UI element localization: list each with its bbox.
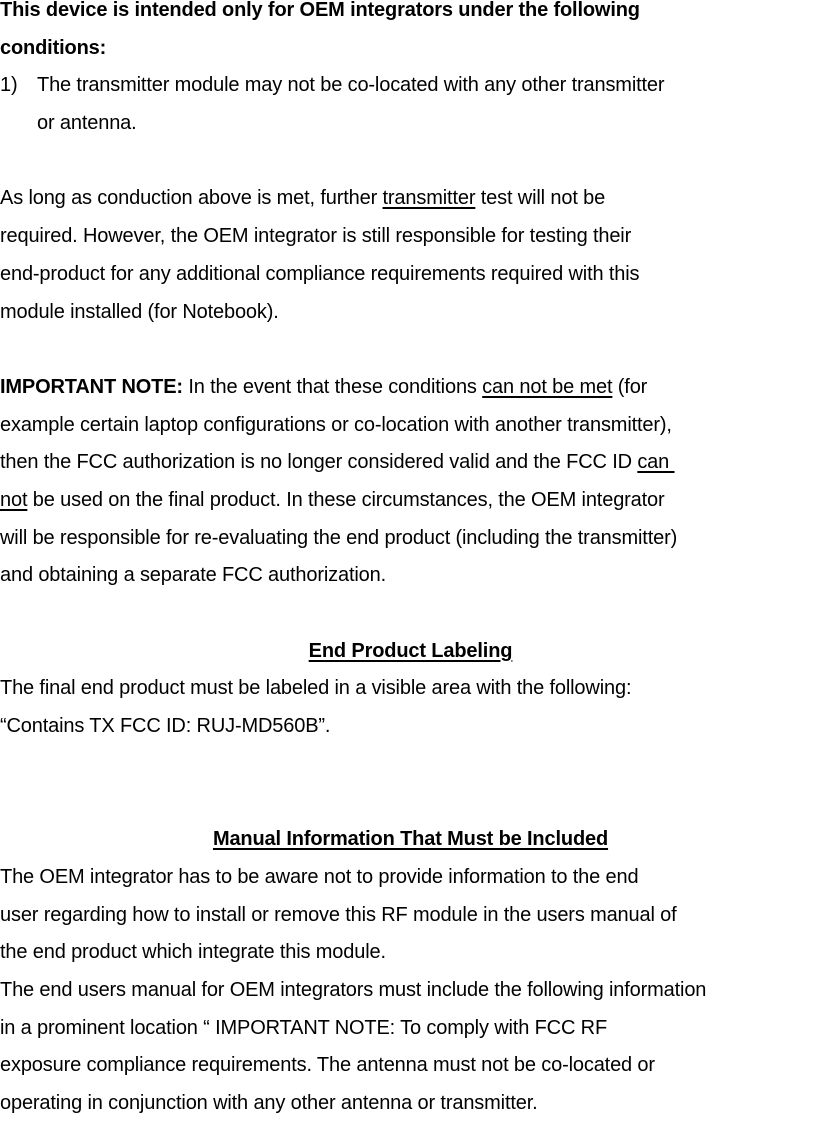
manual-info-line-1: The OEM integrator has to be aware not to provide information to the end — [0, 865, 639, 888]
spacer — [0, 595, 821, 633]
spacer — [0, 143, 821, 181]
spacer — [0, 331, 821, 369]
intro-heading-line-1: This device is intended only for OEM integrators under the following — [0, 0, 640, 21]
heading-text: End Product Labeling — [308, 639, 513, 662]
condition-text-line-2: or antenna. — [37, 112, 137, 135]
text-span: As long as conduction above is met, further — [0, 187, 383, 210]
conduction-paragraph-line-3: end-product for any additional compliance requirements required with this — [0, 262, 640, 285]
important-note-line-2: example certain laptop configurations or co-location with another transmitter), — [0, 413, 672, 436]
important-note-line-4 — [0, 482, 821, 520]
manual-info-line-2: user regarding how to install or remove this RF module in the users manual of — [0, 903, 677, 926]
text-span: then the FCC authorization is no longer considered valid and the FCC ID — [0, 451, 638, 474]
condition-item-1 — [0, 67, 821, 105]
underlined-transmitter: transmitter — [382, 187, 476, 210]
conduction-paragraph-line-1 — [0, 180, 821, 218]
section-heading-manual-information — [0, 821, 821, 859]
spacer — [0, 783, 821, 821]
important-note-label: IMPORTANT NOTE: — [0, 375, 183, 398]
labeling-line-2: “Contains TX FCC ID: RUJ-MD560B”. — [0, 715, 331, 738]
underlined-not: not — [0, 488, 28, 511]
text-span: (for — [612, 375, 648, 398]
manual-info-line-7: operating in conjunction with any other antenna or transmitter. — [0, 1091, 538, 1114]
text-span: In the event that these conditions — [182, 375, 483, 398]
text-span: be used on the final product. In these circumstances, the OEM integrator — [27, 488, 665, 511]
important-note-line-1 — [0, 369, 821, 407]
spacer — [0, 746, 821, 784]
manual-info-line-3: the end product which integrate this module. — [0, 941, 386, 964]
underlined-can-not-be-met: can not be met — [482, 375, 613, 398]
intro-heading-line-2: conditions: — [0, 36, 107, 59]
section-heading-end-product-labeling — [0, 633, 821, 671]
important-note-line-6: and obtaining a separate FCC authorization. — [0, 564, 387, 587]
conduction-paragraph-line-2: required. However, the OEM integrator is still responsible for testing their — [0, 225, 632, 248]
manual-info-line-6: exposure compliance requirements. The antenna must not be co-located or — [0, 1054, 655, 1077]
labeling-line-1: The final end product must be labeled in a visible area with the following: — [0, 677, 632, 700]
heading-text: Manual Information That Must be Included — [212, 828, 609, 851]
important-note-line-5: will be responsible for re-evaluating the end product (including the transmitter) — [0, 526, 678, 549]
condition-text-line-1: The transmitter module may not be co-located with any other transmitter — [37, 74, 665, 97]
important-note-line-3 — [0, 444, 821, 482]
text-span: test will not be — [475, 187, 606, 210]
condition-number: 1) — [0, 74, 18, 97]
underlined-can: can — [637, 451, 675, 474]
conduction-paragraph-line-4: module installed (for Notebook). — [0, 300, 279, 323]
manual-info-line-5: in a prominent location “ IMPORTANT NOTE: To comply with FCC RF — [0, 1016, 608, 1039]
manual-info-line-4: The end users manual for OEM integrators must include the following information — [0, 978, 707, 1001]
